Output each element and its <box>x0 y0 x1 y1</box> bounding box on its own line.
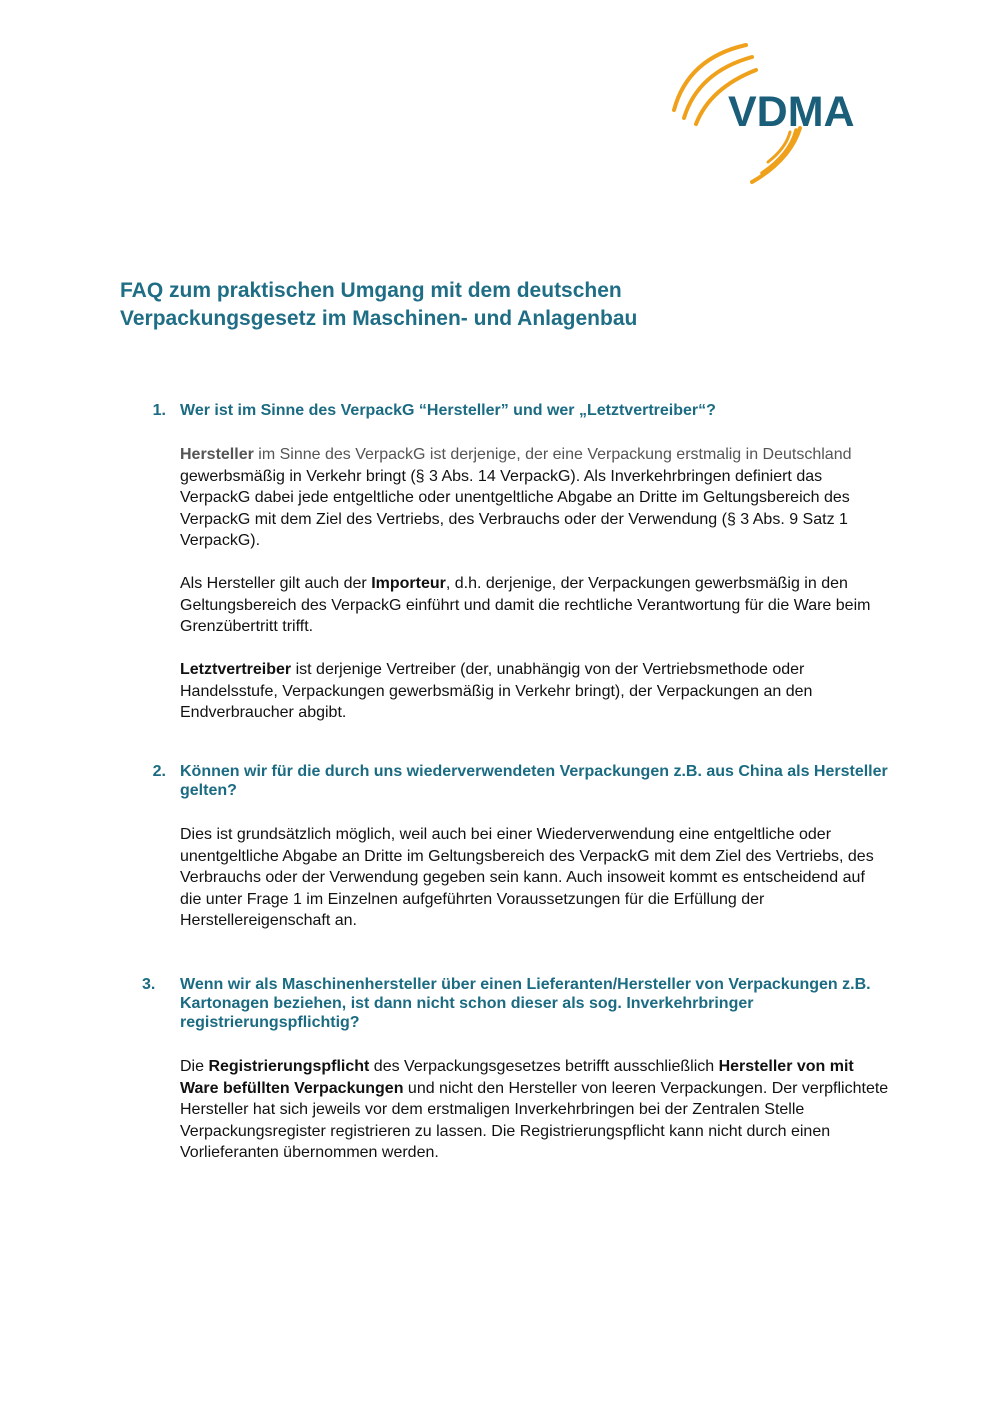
term-importeur: Importeur <box>371 575 446 592</box>
paragraph-text: , d.h. derjenige, der Verpackungen gewerbsmäßig in den Geltungsbereich des VerpackG einführt und damit die rechtliche Verantwortung für die Ware beim Grenzübertritt trifft. <box>180 575 871 635</box>
faq-number: 1. <box>152 402 166 419</box>
paragraph-text: gewerbsmäßig in Verkehr bringt (§ 3 Abs. 14 VerpackG). Als Inverkehrbringen definiert das VerpackG dabei jede entgeltliche oder unentgeltliche Abgabe an Dritte im Geltungsbereich des VerpackG mit dem Ziel des Vertriebs, des Verbrauchs oder der Verwendung (§ 3 Abs. 9 Satz 1 VerpackG). <box>180 467 850 549</box>
faq-answer-2 <box>180 824 890 932</box>
answer-paragraph: Dies ist grundsätzlich möglich, weil auch bei einer Wiederverwendung eine entgeltliche oder unentgeltliche Abgabe an Dritte im Geltungsbereich des VerpackG mit dem Ziel des Vertriebs, des Verbrauchs oder der Verwendung gegeben sein kann. Auch insoweit kommt es entscheidend auf die unter Frage 1 im Einzelnen aufgeführten Voraussetzungen für die Erfüllung der Herstellereigenschaft an. <box>180 826 874 929</box>
paragraph-text: Als Hersteller gilt auch der <box>180 575 372 592</box>
paragraph-text: und nicht den Hersteller von leeren Verpackungen. Der verpflichtete Hersteller hat sich jeweils vor dem erstmaligen Inverkehrbringen bei der Zentralen Stelle Verpackungsregister registrieren zu lassen. Die Registrierungspflicht kann nicht durch einen Vorlieferanten übernommen werden. <box>180 1079 889 1161</box>
faq-number: 2. <box>152 763 166 780</box>
faq-question-text: Können wir für die durch uns wiederverwendeten Verpackungen z.B. aus China als Hersteller gelten? <box>180 763 888 799</box>
faq-question-1 <box>120 401 890 420</box>
answer-paragraph <box>180 444 890 552</box>
answer-paragraph <box>180 573 890 638</box>
paragraph-text: im Sinne des VerpackG ist derjenige, der eine Verpackung erstmalig in Deutschland <box>253 446 852 463</box>
faq-question-2 <box>120 762 890 800</box>
faq-question-text: Wenn wir als Maschinenhersteller über einen Lieferanten/Hersteller von Verpackungen z.B. Kartonagen beziehen, ist dann nicht schon dieser als sog. Inverkehrbringer registrierungspflichtig? <box>180 976 871 1031</box>
term-registrierungspflicht: Registrierungspflicht <box>208 1058 370 1075</box>
vdma-logo <box>668 40 888 185</box>
faq-number: 3. <box>142 976 156 993</box>
faq-answer-1 <box>180 444 890 724</box>
faq-question-3 <box>120 975 890 1032</box>
paragraph-text: ist derjenige Vertreiber (der, unabhängig von der Vertriebsmethode oder Handelsstufe, Verpackungen gewerbsmäßig in Verkehr bringt), der Verpackungen an den Endverbraucher abgibt. <box>180 661 813 721</box>
term-hersteller: Hersteller <box>180 446 254 463</box>
answer-paragraph <box>180 659 890 724</box>
page-title <box>120 277 880 333</box>
answer-paragraph <box>180 1056 890 1164</box>
paragraph-text: des Verpackungsgesetzes betrifft ausschließlich <box>369 1058 719 1075</box>
term-letztvertreiber: Letztvertreiber <box>180 661 292 678</box>
faq-item-2 <box>120 762 890 932</box>
vdma-logo-graphic <box>668 40 888 185</box>
vdma-logo-text: VDMA <box>728 88 855 136</box>
page-title-line-2: Verpackungsgesetz im Maschinen- und Anlagenbau <box>120 307 638 330</box>
faq-item-3 <box>120 975 890 1164</box>
faq-item-1 <box>120 401 890 724</box>
paragraph-text: Die <box>180 1058 209 1075</box>
faq-answer-3 <box>180 1056 890 1164</box>
faq-question-text: Wer ist im Sinne des VerpackG “Hersteller” und wer „Letztvertreiber“? <box>180 402 716 419</box>
term-hersteller-befuellte-verpackungen: Hersteller von mit Ware befüllten Verpackungen <box>180 1058 854 1097</box>
page-title-line-1: FAQ zum praktischen Umgang mit dem deutschen <box>120 279 622 302</box>
